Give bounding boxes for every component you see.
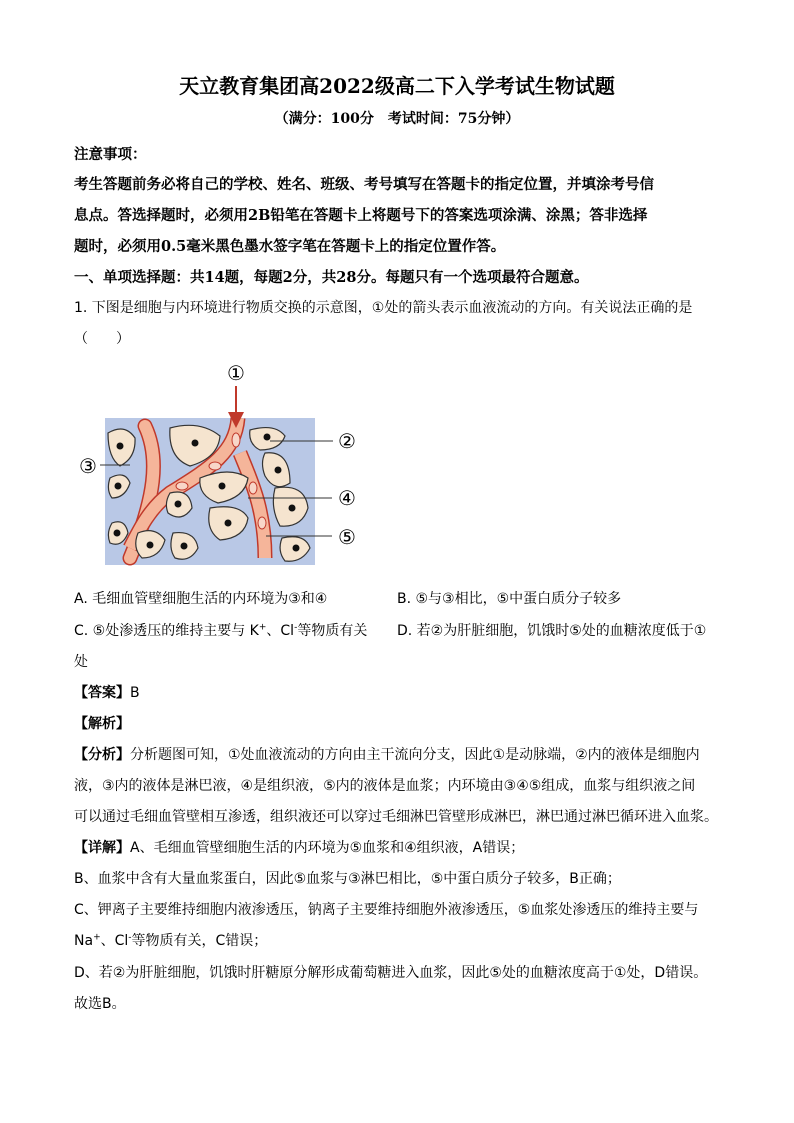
detail-a: 【详解】A、毛细血管壁细胞生活的内环境为⑤血浆和④组织液，A错误； bbox=[74, 840, 525, 856]
conclusion: 故选B。 bbox=[74, 996, 126, 1012]
option-c: C. ⑤处渗透压的维持主要与 K+、Cl-等物质有关 bbox=[74, 622, 368, 639]
detail-b: B、血浆中含有大量血浆蛋白，因此⑤血浆与③淋巴相比，⑤中蛋白质分子较多，B正确； bbox=[74, 871, 621, 887]
red-blood-cell bbox=[209, 462, 221, 470]
notice-line-1: 考生答题前务必将自己的学校、姓名、班级、考号填写在答题卡的指定位置，并填涂考号信 bbox=[74, 176, 654, 193]
notice-line-3: 题时，必须用0.5毫米黑色墨水签字笔在答题卡上的指定位置作答。 bbox=[74, 238, 506, 255]
option-b: B. ⑤与③相比，⑤中蛋白质分子较多 bbox=[397, 591, 622, 607]
notice-line-2: 息点。答选择题时，必须用2B铅笔在答题卡上将题号下的答案选项涂满、涂黑；答非选择 bbox=[74, 207, 648, 224]
label-1: ① bbox=[227, 361, 245, 385]
option-d-line1: D. 若②为肝脏细胞，饥饿时⑤处的血糖浓度低于① bbox=[397, 623, 707, 639]
detail-d: D、若②为肝脏细胞，饥饿时肝糖原分解形成葡萄糖进入血浆，因此⑤处的血糖浓度高于①处，D错误。 bbox=[74, 965, 708, 981]
label-5: ⑤ bbox=[338, 525, 356, 549]
notice-heading: 注意事项： bbox=[74, 146, 147, 163]
fenxi-line3: 可以通过毛细血管壁相互渗透，组织液还可以穿过毛细淋巴管壁形成淋巴，淋巴通过淋巴循环进入血浆。 bbox=[74, 809, 718, 825]
red-blood-cell bbox=[249, 482, 257, 494]
detail-c-line1: C、钾离子主要维持细胞内液渗透压，钠离子主要维持细胞外液渗透压，⑤血浆处渗透压的维持主要与 bbox=[74, 902, 699, 918]
exam-title: 天立教育集团高2022级高二下入学考试生物试题 bbox=[179, 74, 615, 98]
label-3: ③ bbox=[79, 454, 97, 478]
fenxi-line2: 液，③内的液体是淋巴液，④是组织液，⑤内的液体是血浆；内环境由③④⑤组成，血浆与组织液之间 bbox=[74, 778, 696, 794]
fenxi-line1: 【分析】分析题图可知，①处血液流动的方向由主干流向分支，因此①是动脉端，②内的液体是细胞内 bbox=[74, 747, 700, 763]
option-d-line2: 处 bbox=[74, 654, 88, 670]
analysis-heading: 【解析】 bbox=[74, 716, 130, 732]
red-blood-cell bbox=[258, 517, 266, 529]
detail-c-line2: Na+、Cl-等物质有关，C错误； bbox=[74, 932, 268, 949]
exam-subtitle: （满分：100分 考试时间：75分钟） bbox=[274, 111, 520, 127]
red-blood-cell bbox=[232, 433, 240, 447]
section-heading: 一、单项选择题：共14题，每题2分，共28分。每题只有一个选项最符合题意。 bbox=[74, 269, 589, 286]
label-4: ④ bbox=[338, 486, 356, 510]
question-stem-line2: （ ） bbox=[74, 331, 130, 347]
answer: 【答案】B bbox=[74, 685, 140, 701]
label-2: ② bbox=[338, 429, 356, 453]
exchange-diagram bbox=[70, 358, 370, 573]
option-a: A. 毛细血管壁细胞生活的内环境为③和④ bbox=[74, 591, 328, 607]
question-stem-line1: 1. 下图是细胞与内环境进行物质交换的示意图，①处的箭头表示血液流动的方向。有关说法正确的是 bbox=[74, 300, 693, 316]
red-blood-cell bbox=[176, 482, 188, 490]
